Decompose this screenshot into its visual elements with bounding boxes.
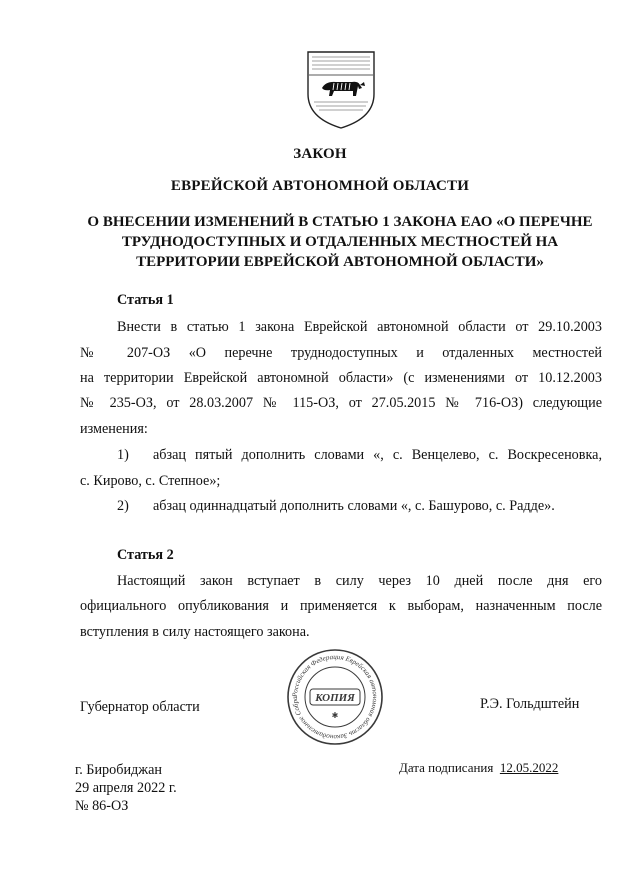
law-heading-line: ТРУДНОДОСТУПНЫХ И ОТДАЛЕННЫХ МЕСТНОСТЕЙ НА — [121, 234, 559, 250]
svg-text:✱: ✱ — [331, 711, 339, 720]
stamp-ring-text: Российская Федерация Еврейская автономная область Законодательное Собра — [290, 652, 380, 742]
stamp-center-text: КОПИЯ — [315, 692, 355, 704]
signatory-position: Губернатор области — [80, 699, 200, 715]
article-1-line: № 207-ОЗ «О перечне труднодоступных и отдаленных местностей — [80, 345, 602, 361]
article-2-line: Настоящий закон вступает в силу через 10 дней после дня его — [117, 573, 602, 589]
article-1-line: Внести в статью 1 закона Еврейской автономной области от 29.10.2003 — [117, 319, 602, 335]
list-item-text: абзац пятый дополнить словами «, с. Венцелево, с. Воскресеновка, — [153, 447, 602, 463]
list-item-text: с. Кирово, с. Степное»; — [80, 473, 221, 489]
signing-date-value: 12.05.2022 — [499, 760, 559, 775]
signatory-name: Р.Э. Гольдштейн — [480, 696, 580, 712]
law-heading — [80, 212, 600, 272]
signing-date-label: Дата подписания — [399, 760, 494, 775]
signing-date-block — [399, 760, 558, 776]
coat-of-arms-emblem — [304, 48, 378, 132]
official-seal-stamp — [286, 648, 384, 746]
document-type-title: ЗАКОН — [293, 146, 347, 162]
article-1-line: на территории Еврейской автономной области» (с изменениями от 10.12.2003 — [80, 370, 602, 386]
article-2-line: официального опубликования и применяется к выборам, назначенным после — [80, 598, 602, 614]
list-item-number: 2) — [117, 498, 129, 514]
article-1-line: изменения: — [80, 421, 148, 437]
article-2-line: вступления в силу настоящего закона. — [80, 624, 310, 640]
list-item-number: 1) — [117, 447, 129, 463]
authority-title: ЕВРЕЙСКОЙ АВТОНОМНОЙ ОБЛАСТИ — [170, 178, 470, 194]
article-2-title: Статья 2 — [117, 547, 174, 563]
list-item-text: абзац одиннадцатый дополнить словами «, с. Башурово, с. Радде». — [153, 498, 555, 514]
law-heading-line: ТЕРРИТОРИИ ЕВРЕЙСКОЙ АВТОНОМНОЙ ОБЛАСТИ» — [136, 254, 544, 270]
article-1-title: Статья 1 — [117, 292, 174, 308]
law-number: № 86-ОЗ — [75, 798, 129, 814]
law-heading-line: О ВНЕСЕНИИ ИЗМЕНЕНИЙ В СТАТЬЮ 1 ЗАКОНА ЕАО «О ПЕРЕЧНЕ — [87, 214, 593, 230]
article-1-line: № 235-ОЗ, от 28.03.2007 № 115-ОЗ, от 27.05.2015 № 716-ОЗ) следующие — [80, 395, 602, 411]
issue-date: 29 апреля 2022 г. — [75, 780, 177, 796]
issue-city: г. Биробиджан — [75, 762, 162, 778]
